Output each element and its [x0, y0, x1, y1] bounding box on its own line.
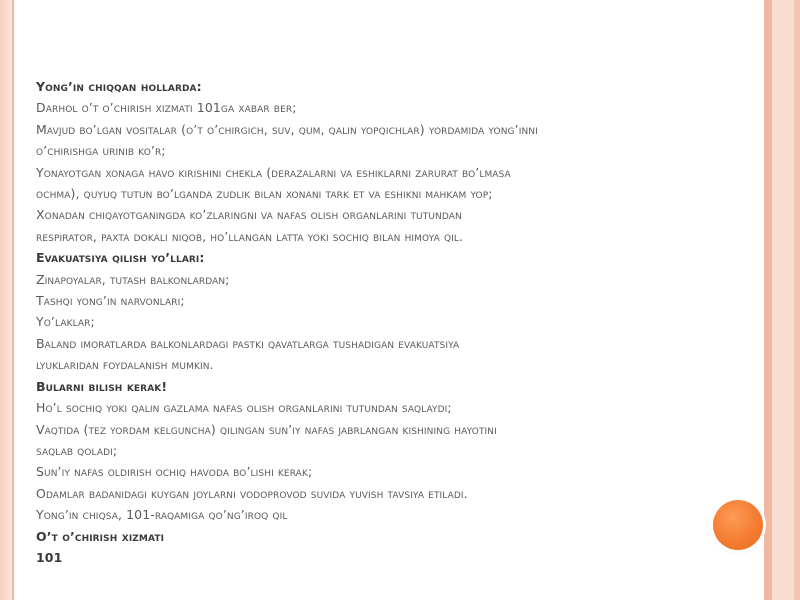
text-line: Xonadan chiqayotganingda ko’zlaringni va nafas olish organlarini tutundan — [36, 207, 462, 223]
text-line: ochma), quyuq tutun bo’lganda zudlik bilan xonani tark et va eshikni mahkam yop; — [36, 186, 493, 202]
section-heading-evacuation: Evakuatsiya qilish yo’llari: — [36, 250, 205, 266]
section-heading-service: O’t o’chirish xizmati — [36, 528, 165, 544]
right-decorative-border — [764, 0, 800, 600]
text-line: o’chirishga urinib ko’r; — [36, 143, 166, 159]
text-line: Mavjud bo’lgan vositalar (o’t o’chirgich, suv, qum, qalin yopqichlar) yordamida yong’inni — [36, 121, 538, 137]
text-line: Baland imoratlarda balkonlardagi pastki qavatlarga tushadigan evakuatsiya — [36, 335, 460, 351]
text-line: Yong’in chiqsa, 101-raqamiga qo’ng’iroq qil — [36, 507, 288, 523]
text-line: Sun’iy nafas oldirish ochiq havoda bo’lishi kerak; — [36, 464, 313, 480]
text-line: Zinapoyalar, tutash balkonlardan; — [36, 271, 230, 287]
text-line: Odamlar badanidagi kuygan joylarni vodoprovod suvida yuvish tavsiya etiladi. — [36, 485, 468, 501]
emergency-number: 101 — [36, 549, 63, 565]
text-line: saqlab qoladi; — [36, 442, 118, 458]
text-line: Ho’l sochiq yoki qalin gazlama nafas olish organlarini tutundan saqlaydi; — [36, 400, 452, 416]
text-line: lyuklaridan foydalanish mumkin. — [36, 357, 214, 373]
left-decorative-border — [0, 0, 12, 600]
text-line: Yo’laklar; — [36, 314, 95, 330]
text-line: respirator, paxta dokali niqob, ho’llangan latta yoki sochiq bilan himoya qil. — [36, 228, 464, 244]
section-heading-fire: Yong’in chiqqan hollarda: — [36, 79, 202, 94]
text-line: Vaqtida (tez yordam kelguncha) qilingan sun’iy nafas jabrlangan kishining hayotini — [36, 421, 497, 437]
text-line: Darhol o’t o’chirish xizmati 101ga xabar ber; — [36, 100, 297, 116]
slide-text-body — [36, 76, 726, 568]
text-line: Yonayotgan xonaga havo kirishini chekla (derazalarni va eshiklarni zarurat bo’lmasa — [36, 164, 511, 180]
text-line: Tashqi yong’in narvonlari; — [36, 293, 185, 309]
section-heading-know: Bularni bilish kerak! — [36, 378, 168, 394]
